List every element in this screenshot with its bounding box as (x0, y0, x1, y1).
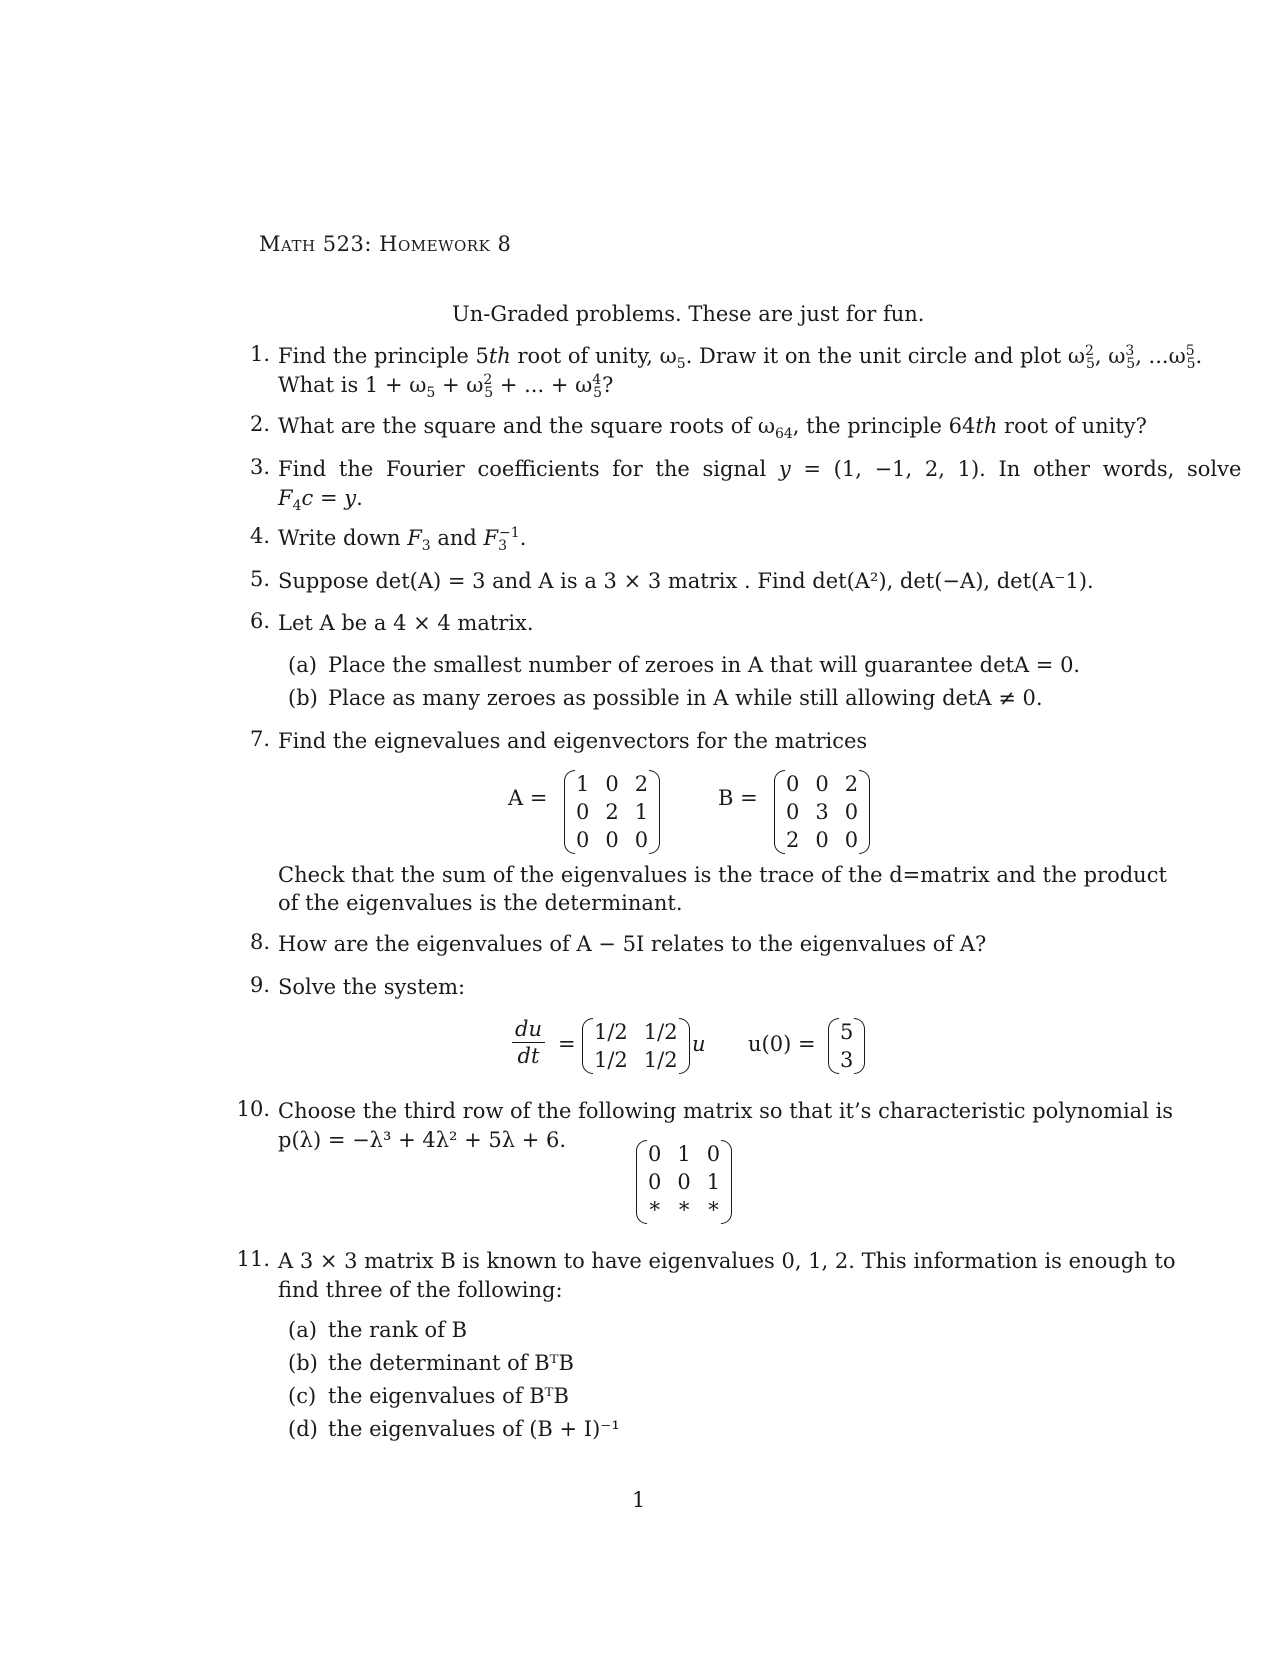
problem-10: Choose the third row of the following matrix so that it’s characteristic polynomial is p(λ) = −λ³ + 4λ² + 5λ + 6. (278, 1099, 1174, 1152)
problem-11b: (b) the determinant of BᵀB (288, 1351, 574, 1375)
matrix-M-row (586, 1018, 686, 1046)
matrix-A-cell: 2 (605, 800, 619, 824)
problem-1: Find the principle 5th root of unity, $\omega_5$. Draw it on the unit circle and plot $\omega^2_5$, $\omega^3_5$, $...\omega^5_5$. What is $1 + \omega_5 + \omega^2_5$ + ... + $\omega^4_5$? (278, 343, 1203, 402)
problem-9-number: 9. (249, 973, 270, 997)
page-title (259, 232, 511, 256)
matrix-companion-cell: 1 (677, 1142, 691, 1166)
problem-8: How are the eigenvalues of A − 5I relates to the eigenvalues of A? (278, 932, 987, 956)
matrix-companion-cell: * (708, 1198, 719, 1222)
problem-7-check-line-1: Check that the sum of the eigenvalues is the trace of the d=matrix and the product (278, 863, 1167, 887)
matrix-A-row (568, 798, 656, 826)
initial-vector-cell: 5 (840, 1020, 854, 1044)
equals-sign: = (558, 1032, 576, 1056)
problem-4-number: 4. (249, 524, 270, 548)
problem-6-number: 6. (249, 609, 270, 633)
matrix-A-cell: 1 (634, 800, 649, 824)
matrix-companion-row (640, 1140, 728, 1168)
initial-condition-label: u(0) = (748, 1032, 816, 1056)
problem-2-number: 2. (249, 412, 270, 436)
problem-5: Suppose det(A) = 3 and A is a 3 × 3 matrix . Find det(A²), det(−A), det(A⁻1). (278, 569, 1094, 593)
matrix-A-row (568, 826, 656, 854)
initial-vector (832, 1018, 861, 1074)
du-dt-fraction: $\frac{du}{dt}$ (512, 1016, 545, 1069)
matrix-B-cell: 0 (844, 800, 859, 824)
matrix-M (586, 1018, 686, 1074)
matrix-B-cell: 2 (786, 828, 800, 852)
matrix-B-cell: 2 (844, 772, 859, 796)
matrix-companion-cell: 0 (677, 1170, 691, 1194)
matrix-B-cell: 0 (844, 828, 859, 852)
matrix-companion (640, 1140, 728, 1224)
problem-8-number: 8. (249, 930, 270, 954)
matrix-A-cell: 0 (605, 828, 619, 852)
matrix-companion-cell: 0 (648, 1170, 662, 1194)
matrix-B-label: B = (718, 786, 758, 810)
problem-6a: (a) Place the smallest number of zeroes in A that will guarantee detA = 0. (288, 653, 1081, 677)
problem-11: A 3 × 3 matrix B is known to have eigenvalues 0, 1, 2. This information is enough to find three of the following: (278, 1249, 1176, 1302)
problem-11-number: 11. (236, 1247, 270, 1271)
problem-5-number: 5. (249, 567, 270, 591)
matrix-B-cell: 0 (786, 800, 800, 824)
matrix-B-cell: 3 (815, 800, 829, 824)
matrix-A-cell: 0 (576, 800, 590, 824)
matrix-A-cell: 2 (634, 772, 649, 796)
problem-6: Let A be a 4 × 4 matrix. (278, 611, 534, 635)
matrix-M-cell: 1/2 (594, 1020, 628, 1044)
matrix-M-cell: 1/2 (594, 1048, 628, 1072)
matrix-companion-row (640, 1168, 728, 1196)
matrix-companion-cell: 0 (648, 1142, 662, 1166)
intro-text: Un-Graded problems. These are just for fun. (452, 302, 925, 326)
matrix-M-row (586, 1046, 686, 1074)
matrix-A-cell: 0 (634, 828, 649, 852)
matrix-B-row (778, 826, 866, 854)
problem-6b: (b) Place as many zeroes as possible in A while still allowing detA ≠ 0. (288, 686, 1043, 710)
matrix-A-cell: 0 (576, 828, 590, 852)
matrix-A (568, 770, 656, 854)
page-number: 1 (632, 1488, 646, 1512)
problem-4: Write down $F_3$ and $F_3^{-1}$. (278, 525, 527, 555)
matrix-companion-cell: 1 (706, 1170, 721, 1194)
problem-11c: (c) the eigenvalues of BᵀB (288, 1384, 569, 1408)
matrix-companion-cell: 0 (706, 1142, 721, 1166)
matrix-companion-row (640, 1196, 728, 1224)
matrix-B-cell: 0 (815, 772, 829, 796)
problem-11a: (a) the rank of B (288, 1318, 468, 1342)
matrix-A-cell: 0 (605, 772, 619, 796)
matrix-B (778, 770, 866, 854)
matrix-B-cell: 0 (815, 828, 829, 852)
matrix-companion-cell: * (678, 1198, 690, 1222)
matrix-A-row (568, 770, 656, 798)
matrix-A-cell: 1 (576, 772, 590, 796)
matrix-M-cell: 1/2 (643, 1020, 678, 1044)
matrix-B-row (778, 770, 866, 798)
matrix-companion-cell: * (649, 1198, 660, 1222)
problem-1-number: 1. (249, 342, 270, 366)
problem-3-number: 3. (249, 455, 270, 479)
initial-vector-cell: 3 (840, 1048, 854, 1072)
matrix-A-label: A = (508, 786, 548, 810)
problem-11d: (d) the eigenvalues of (B + I)⁻¹ (288, 1417, 620, 1441)
problem-3: Find the Fourier coefficients for the signal y = (1, −1, 2, 1). In other words, solve $F_4c = y$. (278, 457, 1242, 515)
matrix-M-cell: 1/2 (643, 1048, 678, 1072)
title-homework: Homework (379, 232, 491, 256)
matrix-B-row (778, 798, 866, 826)
problem-10-number: 10. (236, 1097, 270, 1121)
problem-7-check-line-2: of the eigenvalues is the determinant. (278, 891, 683, 915)
matrix-B-cell: 0 (786, 772, 800, 796)
problem-2: What are the square and the square roots of $\omega_{64}$, the principle 64th root of unity? (278, 414, 1147, 443)
title-homework-number: 8 (497, 232, 512, 256)
title-course: Math (259, 232, 316, 256)
problem-9: Solve the system: (278, 975, 466, 999)
problem-7-number: 7. (249, 727, 270, 751)
problem-7: Find the eignevalues and eigenvectors for the matrices (278, 729, 868, 753)
u-variable: u (692, 1032, 706, 1056)
title-number: 523: (322, 232, 372, 256)
